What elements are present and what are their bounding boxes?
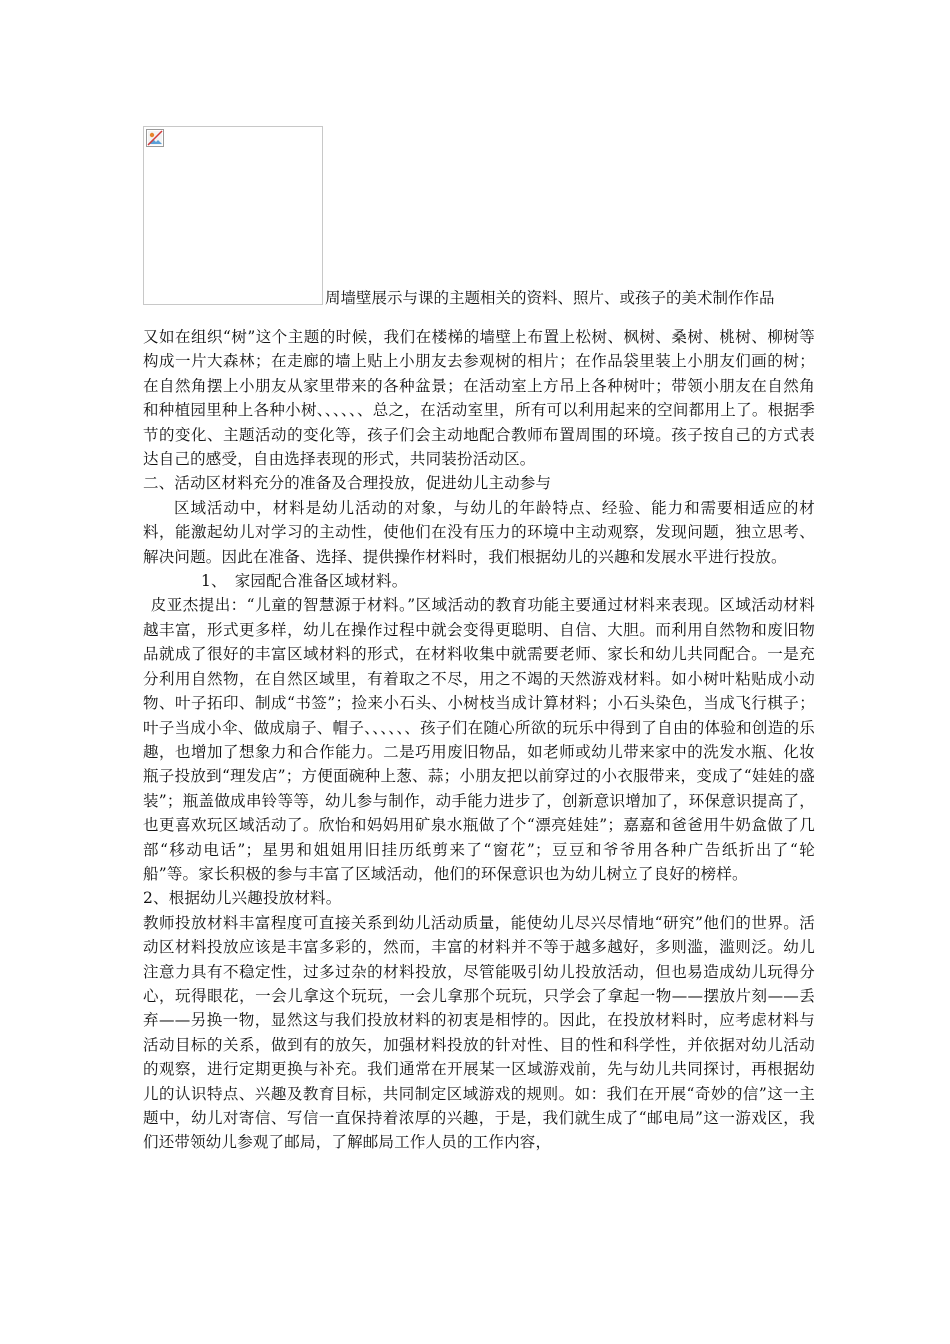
image-caption: 周墙壁展示与课的主题相关的资料、照片、或孩子的美术制作作品 — [325, 289, 775, 307]
broken-image-icon — [146, 129, 164, 147]
paragraph-interest: 教师投放材料丰富程度可直接关系到幼儿活动质量，能使幼儿尽兴尽情地“研究”他们的世界。活动区材料投放应该是丰富多彩的，然而，丰富的材料并不等于越多越好，多则滥，滥则泛。幼儿注意力具有不稳定性，过多过杂的材料投放，尽管能吸引幼儿投放活动，但也易造成幼儿玩得分心，玩得眼花，一会儿拿这个玩玩，一会儿拿那个玩玩，只学会了拿起一物——摆放片刻——丢弃——另换一物，显然这与我们投放材料的初衷是相悖的。因此，在投放材料时，应考虑材料与活动目标的关系，做到有的放矢，加强材料投放的针对性、目的性和科学性，并依据对幼儿活动的观察，进行定期更换与补充。我们通常在开展某一区域游戏前，先与幼儿共同探讨，再根据幼儿的认识特点、兴趣及教育目标，共同制定区域游戏的规则。如：我们在开展“奇妙的信”这一主题中，幼儿对寄信、写信一直保持着浓厚的兴趣，于是，我们就生成了“邮电局”这一游戏区，我们还带领幼儿参观了邮局，了解邮局工作人员的工作内容， — [143, 913, 815, 1152]
paragraph-tree-theme: 又如在组织“树”这个主题的时候，我们在楼梯的墙壁上布置上松树、枫树、桑树、桃树、柳树等构成一片大森林；在走廊的墙上贴上小朋友去参观树的相片；在作品袋里装上小朋友们画的树；在自然角摆上小朋友从家里带来的各种盆景；在活动室上方吊上各种树叶；带领小朋友在自然角和种植园里种上各种小树、、、、、、总之，在活动室里，所有可以利用起来的空间都用上了。根据季节的变化、主题活动的变化等，孩子们会主动地配合教师布置周围的环境。孩子按自己的方式表达自己的感受，自由选择表现的形式，共同装扮活动区。 — [143, 328, 815, 469]
paragraph-materials: 区域活动中，材料是幼儿活动的对象，与幼儿的年龄特点、经验、能力和需要相适应的材料，能激起幼儿对学习的主动性，使他们在没有压力的环境中主动观察，发现问题，独立思考、解决问题。因此在准备、选择、提供操作材料时，我们根据幼儿的兴趣和发展水平进行投放。 — [143, 498, 815, 566]
broken-image-placeholder — [143, 126, 323, 305]
subheading-2: 2、根据幼儿兴趣投放材料。 — [143, 889, 342, 908]
paragraph-piaget: 皮亚杰提出：“儿童的智慧源于材料。”区域活动的教育功能主要通过材料来表现。区域活动材料越丰富，形式更多样，幼儿在操作过程中就会变得更聪明、自信、大胆。而利用自然物和废旧物品就成了很好的丰富区域材料的形式，在材料收集中就需要老师、家长和幼儿共同配合。一是充分利用自然物，在自然区域里，有着取之不尽，用之不竭的天然游戏材料。如小树叶粘贴成小动物、叶子拓印、制成“书签”；捡来小石头、小树枝当成计算材料；小石头染色，当成飞行棋子；叶子当成小伞、做成扇子、帽子、、、、、、孩子们在随心所欲的玩乐中得到了自由的体验和创造的乐趣，也增加了想象力和合作能力。二是巧用废旧物品，如老师或幼儿带来家中的洗发水瓶、化妆瓶子投放到“理发店”；方便面碗种上葱、蒜；小朋友把以前穿过的小衣服带来，变成了“娃娃的盛装”；瓶盖做成串铃等等，幼儿参与制作，动手能力进步了，创新意识增加了，环保意识提高了，也更喜欢玩区域活动了。欣怡和妈妈用矿泉水瓶做了个“漂亮娃娃”；嘉嘉和爸爸用牛奶盒做了几部“移动电话”；星男和姐姐用旧挂历纸剪来了“窗花”；豆豆和爷爷用各种广告纸折出了“轮船”等。家长积极的参与丰富了区域活动，他们的环保意识也为幼儿树立了良好的榜样。 — [143, 596, 815, 883]
document-page — [143, 124, 815, 1155]
subheading-1: 1、 家园配合准备区域材料。 — [201, 572, 408, 591]
image-row — [143, 124, 815, 305]
body-text — [143, 325, 815, 1155]
section-heading-2: 二、活动区材料充分的准备及合理投放，促进幼儿主动参与 — [143, 474, 552, 493]
